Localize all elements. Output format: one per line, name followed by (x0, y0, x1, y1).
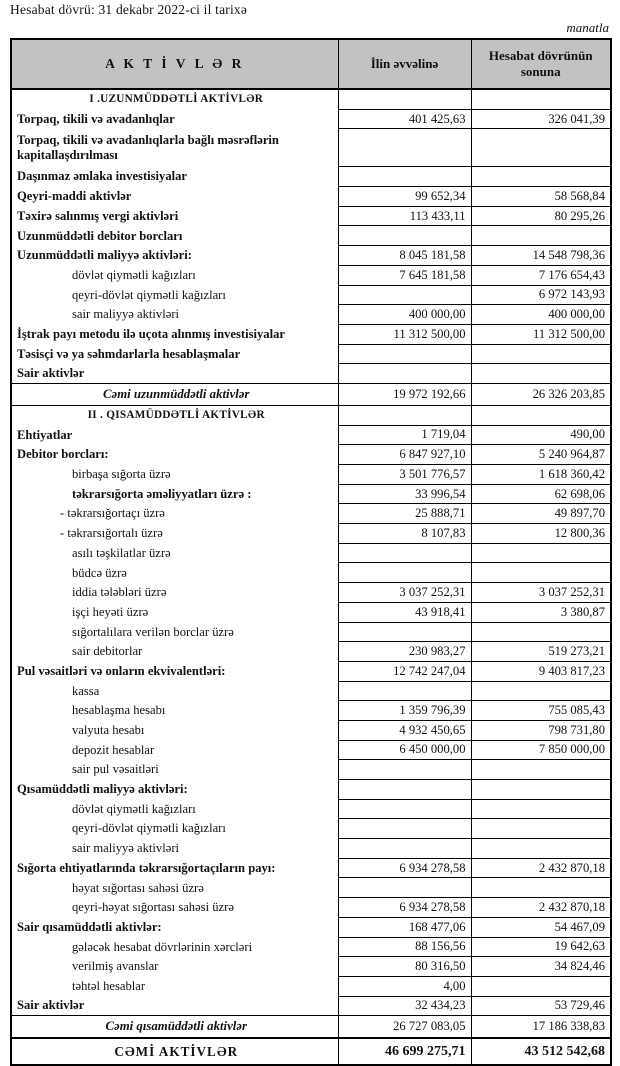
row-label: valyuta hesabı (11, 720, 338, 740)
table-row (11, 760, 611, 780)
row-label: təkrarsığorta əməliyyatları üzrə : (11, 484, 338, 504)
column-header-period-end: Hesabat dövrünün sonuna (471, 39, 611, 89)
table-row (11, 819, 611, 839)
row-label: Sığorta ehtiyatlarında təkrarsığortaçıların payı: (11, 858, 338, 878)
table-row (11, 246, 611, 266)
value-period-start: 401 425,63 (338, 109, 471, 129)
row-label: Pul vəsaitləri və onların ekvivalentləri: (11, 661, 338, 681)
value-period-end: 2 432 870,18 (471, 898, 611, 918)
value-period-end: 5 240 964,87 (471, 445, 611, 465)
value-period-end (471, 129, 611, 167)
table-row (11, 187, 611, 207)
table-row (11, 265, 611, 285)
row-label: Sair aktivlər (11, 996, 338, 1016)
table-row (11, 839, 611, 859)
value-period-start: 6 450 000,00 (338, 740, 471, 760)
table-row (11, 129, 611, 167)
row-label: Uzunmüddətli maliyyə aktivləri: (11, 246, 338, 266)
value-period-end (471, 819, 611, 839)
value-period-start (338, 344, 471, 364)
table-row (11, 583, 611, 603)
row-label: kassa (11, 681, 338, 701)
value-period-start (338, 405, 471, 425)
value-period-start: 6 847 927,10 (338, 445, 471, 465)
value-period-start: 26 727 083,05 (338, 1016, 471, 1039)
row-label: həyat sığortası sahəsi üzrə (11, 878, 338, 898)
value-period-end (471, 681, 611, 701)
value-period-start (338, 226, 471, 246)
value-period-end (471, 89, 611, 109)
value-period-start: 12 742 247,04 (338, 661, 471, 681)
value-period-end (471, 799, 611, 819)
row-label: sığortalılara verilən borclar üzrə (11, 622, 338, 642)
value-period-start (338, 780, 471, 800)
value-period-start: 4 932 450,65 (338, 720, 471, 740)
table-row (11, 898, 611, 918)
currency-note: manatla (566, 20, 609, 35)
value-period-end: 6 972 143,93 (471, 285, 611, 305)
value-period-end: 49 897,70 (471, 504, 611, 524)
table-row (11, 445, 611, 465)
value-period-start: 4,00 (338, 976, 471, 996)
row-label: birbaşa sığorta üzrə (11, 465, 338, 485)
table-row (11, 799, 611, 819)
table-row (11, 661, 611, 681)
value-period-end: 3 380,87 (471, 602, 611, 622)
table-row (11, 996, 611, 1016)
value-period-end: 519 273,21 (471, 642, 611, 662)
value-period-start: 7 645 181,58 (338, 265, 471, 285)
value-period-end (471, 226, 611, 246)
value-period-start (338, 89, 471, 109)
value-period-end: 1 618 360,42 (471, 465, 611, 485)
row-label: sair pul vəsaitləri (11, 760, 338, 780)
value-period-end: 3 037 252,31 (471, 583, 611, 603)
value-period-end: 755 085,43 (471, 701, 611, 721)
value-period-end: 62 698,06 (471, 484, 611, 504)
table-row (11, 285, 611, 305)
value-period-start: 99 652,34 (338, 187, 471, 207)
value-period-end: 326 041,39 (471, 109, 611, 129)
value-period-start: 400 000,00 (338, 305, 471, 325)
balance-table-body (11, 89, 611, 1065)
table-row (11, 226, 611, 246)
value-period-start: 33 996,54 (338, 484, 471, 504)
value-period-start: 88 156,56 (338, 937, 471, 957)
value-period-end: 490,00 (471, 425, 611, 445)
value-period-start: 11 312 500,00 (338, 324, 471, 344)
table-row (11, 1038, 611, 1065)
value-period-end (471, 543, 611, 563)
row-label: II . QISAMÜDDƏTLİ AKTİVLƏR (11, 405, 338, 425)
row-label: I .UZUNMÜDDƏTLİ AKTİVLƏR (11, 89, 338, 109)
value-period-start: 32 434,23 (338, 996, 471, 1016)
value-period-start: 3 037 252,31 (338, 583, 471, 603)
value-period-end: 54 467,09 (471, 917, 611, 937)
table-row (11, 642, 611, 662)
row-label: təhtəl hesablar (11, 976, 338, 996)
table-row (11, 602, 611, 622)
row-label: dövlət qiymətli kağızları (11, 265, 338, 285)
value-period-start (338, 681, 471, 701)
row-label: hesablaşma hesabı (11, 701, 338, 721)
table-row (11, 344, 611, 364)
report-period-text: Hesabat dövrü: 31 dekabr 2022-ci il tarixə (10, 2, 248, 17)
row-label: sair maliyyə aktivləri (11, 305, 338, 325)
value-period-end (471, 976, 611, 996)
row-label: Torpaq, tikili və avadanlıqlarla bağlı məsrəflərin kapitallaşdırılması (11, 129, 338, 167)
row-label: Uzunmüddətli debitor borcları (11, 226, 338, 246)
value-period-end: 14 548 798,36 (471, 246, 611, 266)
value-period-end: 7 176 654,43 (471, 265, 611, 285)
value-period-start: 168 477,06 (338, 917, 471, 937)
value-period-end (471, 622, 611, 642)
value-period-end (471, 760, 611, 780)
row-label: - təkrarsığortalı üzrə (11, 524, 338, 544)
value-period-end: 400 000,00 (471, 305, 611, 325)
table-row (11, 109, 611, 129)
row-label: İştrak payı metodu ilə uçota alınmış investisiyalar (11, 324, 338, 344)
row-label: Qısamüddətli maliyyə aktivləri: (11, 780, 338, 800)
value-period-end (471, 405, 611, 425)
value-period-start: 230 983,27 (338, 642, 471, 662)
value-period-end: 11 312 500,00 (471, 324, 611, 344)
row-label: işçi heyəti üzrə (11, 602, 338, 622)
table-row (11, 1016, 611, 1039)
value-period-start: 43 918,41 (338, 602, 471, 622)
row-label: Təxirə salınmış vergi aktivləri (11, 206, 338, 226)
table-row (11, 681, 611, 701)
value-period-start (338, 129, 471, 167)
value-period-start (338, 543, 471, 563)
row-label: Torpaq, tikili və avadanlıqlar (11, 109, 338, 129)
table-row (11, 957, 611, 977)
row-label: Cəmi uzunmüddətli aktivlər (11, 383, 338, 405)
row-label: Daşınmaz əmlaka investisiyalar (11, 167, 338, 187)
value-period-end: 17 186 338,83 (471, 1016, 611, 1039)
table-row (11, 465, 611, 485)
row-label: sair maliyyə aktivləri (11, 839, 338, 859)
value-period-end: 12 800,36 (471, 524, 611, 544)
table-row (11, 937, 611, 957)
value-period-start (338, 760, 471, 780)
table-row (11, 504, 611, 524)
row-label: büdcə üzrə (11, 563, 338, 583)
table-row (11, 324, 611, 344)
row-label: Cəmi qısamüddətli aktivlər (11, 1016, 338, 1039)
row-label: gələcək hesabat dövrlərinin xərcləri (11, 937, 338, 957)
value-period-end: 53 729,46 (471, 996, 611, 1016)
value-period-end: 58 568,84 (471, 187, 611, 207)
table-row (11, 780, 611, 800)
value-period-start: 8 045 181,58 (338, 246, 471, 266)
value-period-start (338, 563, 471, 583)
table-row (11, 89, 611, 109)
row-label: Sair qısamüddətli aktivlər: (11, 917, 338, 937)
row-label: depozit hesablar (11, 740, 338, 760)
table-row (11, 740, 611, 760)
row-label: asılı təşkilatlar üzrə (11, 543, 338, 563)
table-row (11, 305, 611, 325)
table-row (11, 383, 611, 405)
value-period-start: 1 359 796,39 (338, 701, 471, 721)
value-period-end (471, 839, 611, 859)
balance-table (10, 38, 612, 1066)
table-row (11, 425, 611, 445)
value-period-start (338, 799, 471, 819)
table-header (11, 39, 611, 89)
value-period-start (338, 819, 471, 839)
table-row (11, 878, 611, 898)
row-label: Qeyri-maddi aktivlər (11, 187, 338, 207)
table-row (11, 167, 611, 187)
value-period-start: 1 719,04 (338, 425, 471, 445)
value-period-end: 19 642,63 (471, 937, 611, 957)
value-period-start (338, 167, 471, 187)
row-label: Sair aktivlər (11, 364, 338, 384)
value-period-end: 34 824,46 (471, 957, 611, 977)
table-row (11, 858, 611, 878)
value-period-start (338, 285, 471, 305)
row-label: CƏMİ AKTİVLƏR (11, 1038, 338, 1065)
value-period-end (471, 780, 611, 800)
value-period-start: 6 934 278,58 (338, 858, 471, 878)
row-label: iddia tələbləri üzrə (11, 583, 338, 603)
value-period-end: 9 403 817,23 (471, 661, 611, 681)
value-period-start (338, 622, 471, 642)
value-period-start: 25 888,71 (338, 504, 471, 524)
column-header-period-start: İlin əvvəlinə (338, 39, 471, 89)
value-period-start: 3 501 776,57 (338, 465, 471, 485)
table-row (11, 484, 611, 504)
value-period-start: 8 107,83 (338, 524, 471, 544)
value-period-start (338, 839, 471, 859)
table-row (11, 524, 611, 544)
value-period-end (471, 878, 611, 898)
value-period-start: 6 934 278,58 (338, 898, 471, 918)
table-row (11, 917, 611, 937)
value-period-start: 113 433,11 (338, 206, 471, 226)
row-label: Debitor borcları: (11, 445, 338, 465)
value-period-end: 7 850 000,00 (471, 740, 611, 760)
column-header-assets: A K T İ V L Ə R (11, 39, 338, 89)
value-period-start (338, 364, 471, 384)
value-period-start: 19 972 192,66 (338, 383, 471, 405)
value-period-end: 798 731,80 (471, 720, 611, 740)
value-period-end: 26 326 203,85 (471, 383, 611, 405)
row-label: qeyri-dövlət qiymətli kağızları (11, 819, 338, 839)
table-row (11, 720, 611, 740)
row-label: qeyri-həyat sığortası sahəsi üzrə (11, 898, 338, 918)
table-row (11, 563, 611, 583)
value-period-end (471, 563, 611, 583)
row-label: Təsisçi və ya səhmdarlarla hesablaşmalar (11, 344, 338, 364)
value-period-start: 46 699 275,71 (338, 1038, 471, 1065)
table-row (11, 206, 611, 226)
row-label: verilmiş avanslar (11, 957, 338, 977)
table-row (11, 364, 611, 384)
table-row (11, 976, 611, 996)
table-row (11, 543, 611, 563)
value-period-end (471, 344, 611, 364)
row-label: - təkrarsığortaçı üzrə (11, 504, 338, 524)
row-label: qeyri-dövlət qiymətli kağızları (11, 285, 338, 305)
table-row (11, 701, 611, 721)
value-period-end: 2 432 870,18 (471, 858, 611, 878)
row-label: Ehtiyatlar (11, 425, 338, 445)
value-period-start: 80 316,50 (338, 957, 471, 977)
value-period-start (338, 878, 471, 898)
table-row (11, 622, 611, 642)
row-label: sair debitorlar (11, 642, 338, 662)
value-period-end (471, 364, 611, 384)
value-period-end: 80 295,26 (471, 206, 611, 226)
header-row (11, 39, 611, 89)
table-row (11, 405, 611, 425)
row-label: dövlət qiymətli kağızları (11, 799, 338, 819)
value-period-end: 43 512 542,68 (471, 1038, 611, 1065)
value-period-end (471, 167, 611, 187)
